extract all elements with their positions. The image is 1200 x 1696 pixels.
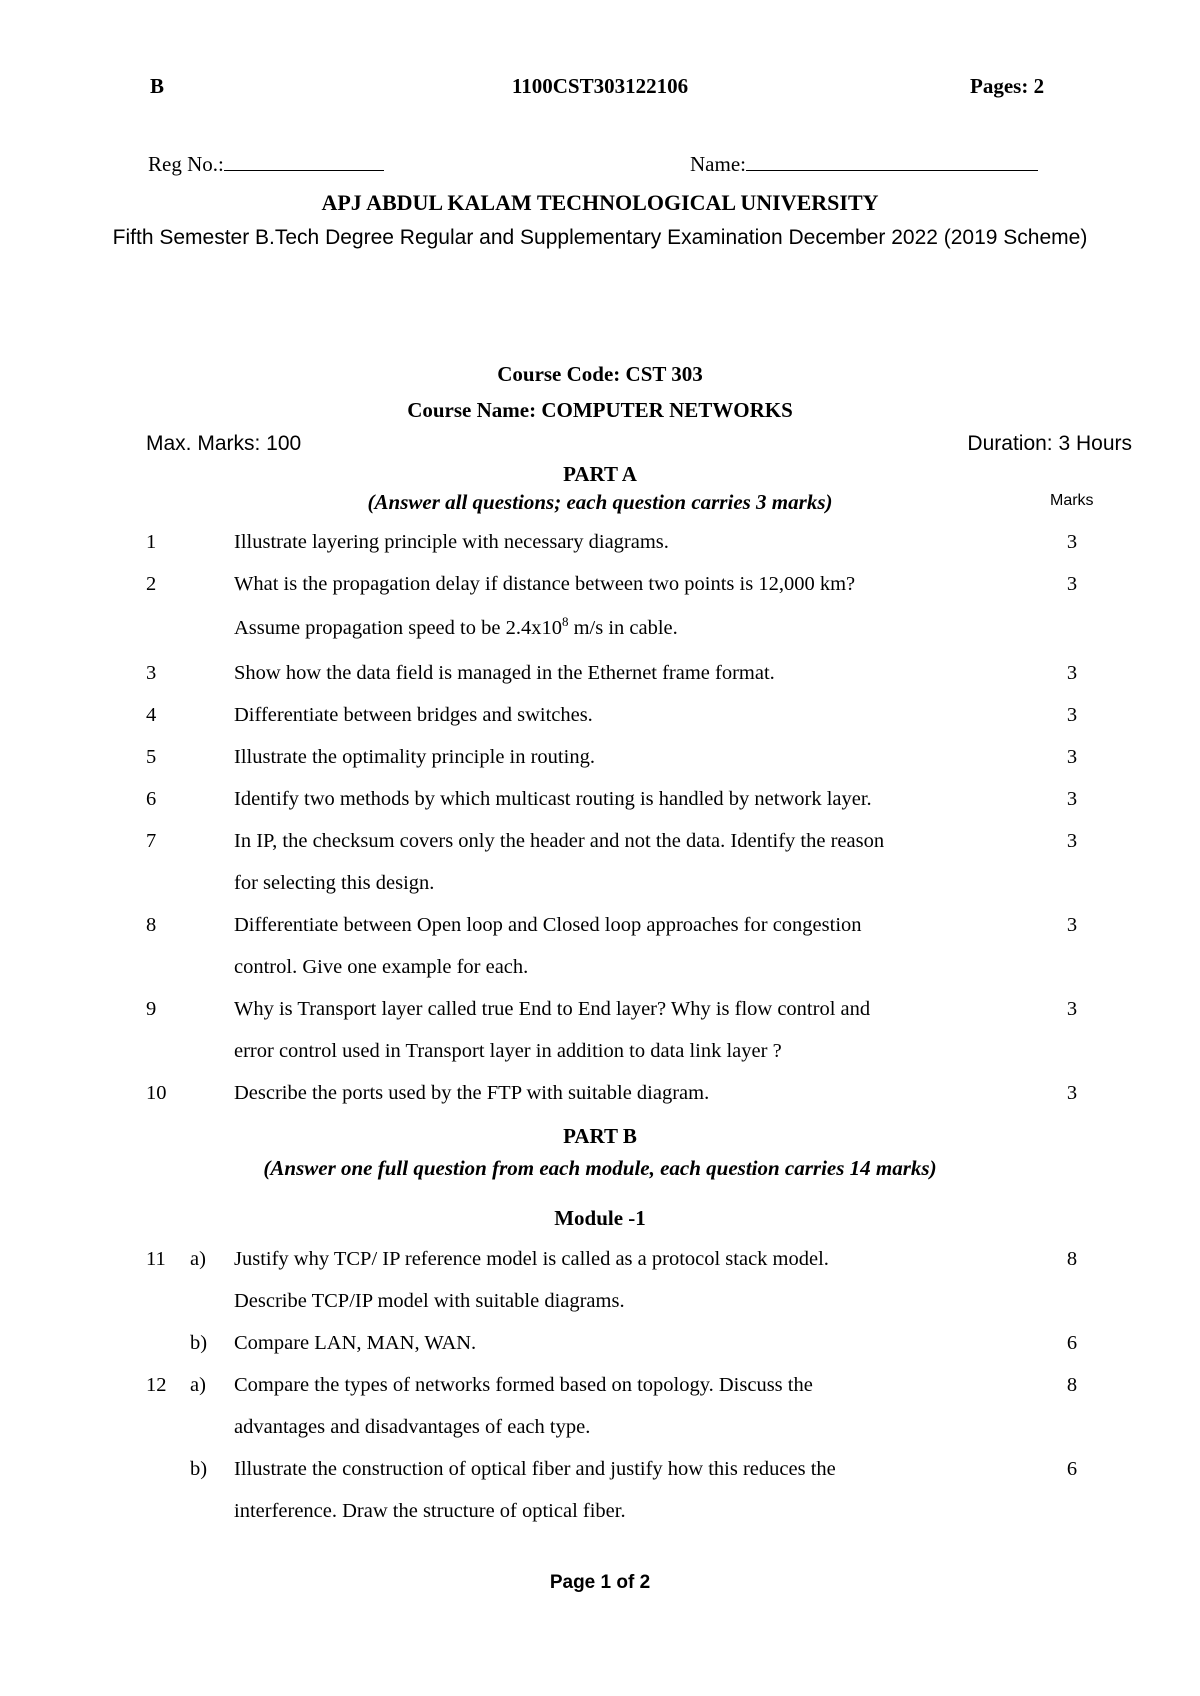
question-text-continued: control. Give one example for each.	[234, 956, 529, 978]
name-blank	[746, 152, 1038, 171]
name-field	[690, 152, 1038, 177]
question-number: 7	[146, 830, 157, 852]
reg-no-blank	[224, 152, 384, 171]
question-text: Justify why TCP/ IP reference model is called as a protocol stack model.	[234, 1248, 829, 1270]
question-marks: 8	[1066, 1374, 1078, 1396]
question-text: Describe the ports used by the FTP with suitable diagram.	[234, 1082, 710, 1104]
part-b-title: PART B	[563, 1124, 637, 1148]
marks-column-label: Marks	[1050, 492, 1094, 509]
university-name: APJ ABDUL KALAM TECHNOLOGICAL UNIVERSITY	[321, 190, 879, 215]
question-text: Why is Transport layer called true End to End layer? Why is flow control and	[234, 998, 871, 1020]
course-code: Course Code: CST 303	[497, 362, 703, 386]
text-part: m/s in cable.	[568, 617, 678, 639]
question-text-continued: Describe TCP/IP model with suitable diagrams.	[234, 1290, 625, 1312]
question-marks: 3	[1066, 531, 1078, 553]
text-part: Assume propagation speed to be 2.4x10	[234, 617, 562, 639]
page-footer: Page 1 of 2	[549, 1572, 651, 1593]
question-marks: 3	[1066, 914, 1078, 936]
question-text: Illustrate the optimality principle in routing.	[234, 746, 595, 768]
question-text: Compare LAN, MAN, WAN.	[234, 1332, 477, 1354]
question-marks: 3	[1066, 998, 1078, 1020]
part-b-instruction: (Answer one full question from each module, each question carries 14 marks)	[263, 1156, 937, 1180]
question-text: Show how the data field is managed in the Ethernet frame format.	[234, 662, 775, 684]
question-number: 5	[146, 746, 157, 768]
question-marks: 3	[1066, 662, 1078, 684]
question-text: Compare the types of networks formed based on topology. Discuss the	[234, 1374, 813, 1396]
question-marks: 3	[1066, 746, 1078, 768]
question-number: 3	[146, 662, 157, 684]
question-number: 8	[146, 914, 157, 936]
course-name: Course Name: COMPUTER NETWORKS	[407, 398, 793, 422]
sub-question-label: b)	[190, 1332, 208, 1354]
max-marks: Max. Marks: 100	[146, 432, 302, 455]
question-marks: 3	[1066, 1082, 1078, 1104]
question-number: 6	[146, 788, 157, 810]
question-text: Illustrate layering principle with necessary diagrams.	[234, 531, 669, 553]
question-text-continued: for selecting this design.	[234, 872, 435, 894]
part-a-title: PART A	[563, 462, 637, 486]
question-marks: 8	[1066, 1248, 1078, 1270]
question-marks: 3	[1066, 573, 1078, 595]
reg-no-label: Reg No.:	[148, 152, 224, 176]
question-text: What is the propagation delay if distance between two points is 12,000 km?	[234, 573, 856, 595]
question-marks: 3	[1066, 704, 1078, 726]
duration: Duration: 3 Hours	[967, 432, 1132, 455]
question-text: Differentiate between bridges and switches.	[234, 704, 593, 726]
question-text: In IP, the checksum covers only the header and not the data. Identify the reason	[234, 830, 885, 852]
exam-title: Fifth Semester B.Tech Degree Regular and Supplementary Examination December 2022 (2019 Scheme)	[112, 226, 1088, 249]
part-a-instruction: (Answer all questions; each question carries 3 marks)	[367, 490, 833, 514]
question-text: Differentiate between Open loop and Closed loop approaches for congestion	[234, 914, 862, 936]
question-number: 2	[146, 573, 157, 595]
page-count: Pages: 2	[970, 74, 1045, 98]
question-number: 4	[146, 704, 157, 726]
reg-no-field	[148, 152, 384, 177]
question-text: Illustrate the construction of optical fiber and justify how this reduces the	[234, 1458, 836, 1480]
question-marks: 3	[1066, 788, 1078, 810]
sub-question-label: a)	[190, 1374, 206, 1396]
question-text-continued: advantages and disadvantages of each type.	[234, 1416, 591, 1438]
question-marks: 6	[1066, 1458, 1078, 1480]
question-number: 12	[146, 1374, 167, 1396]
question-text-continued: error control used in Transport layer in addition to data link layer ?	[234, 1040, 782, 1062]
name-label: Name:	[690, 152, 746, 176]
paper-code: 1100CST303122106	[511, 74, 689, 98]
question-number: 9	[146, 998, 157, 1020]
question-text-continued: interference. Draw the structure of optical fiber.	[234, 1500, 626, 1522]
exponent: 8	[561, 614, 569, 629]
question-text-continued	[234, 607, 1034, 649]
sub-question-label: b)	[190, 1458, 208, 1480]
sub-question-label: a)	[190, 1248, 206, 1270]
question-number: 11	[146, 1248, 166, 1270]
module-heading: Module -1	[554, 1206, 646, 1230]
question-text: Identify two methods by which multicast routing is handled by network layer.	[234, 788, 872, 810]
paper-set-letter: B	[150, 74, 165, 98]
question-marks: 3	[1066, 830, 1078, 852]
question-marks: 6	[1066, 1332, 1078, 1354]
question-number: 1	[146, 531, 157, 553]
question-number: 10	[146, 1082, 167, 1104]
